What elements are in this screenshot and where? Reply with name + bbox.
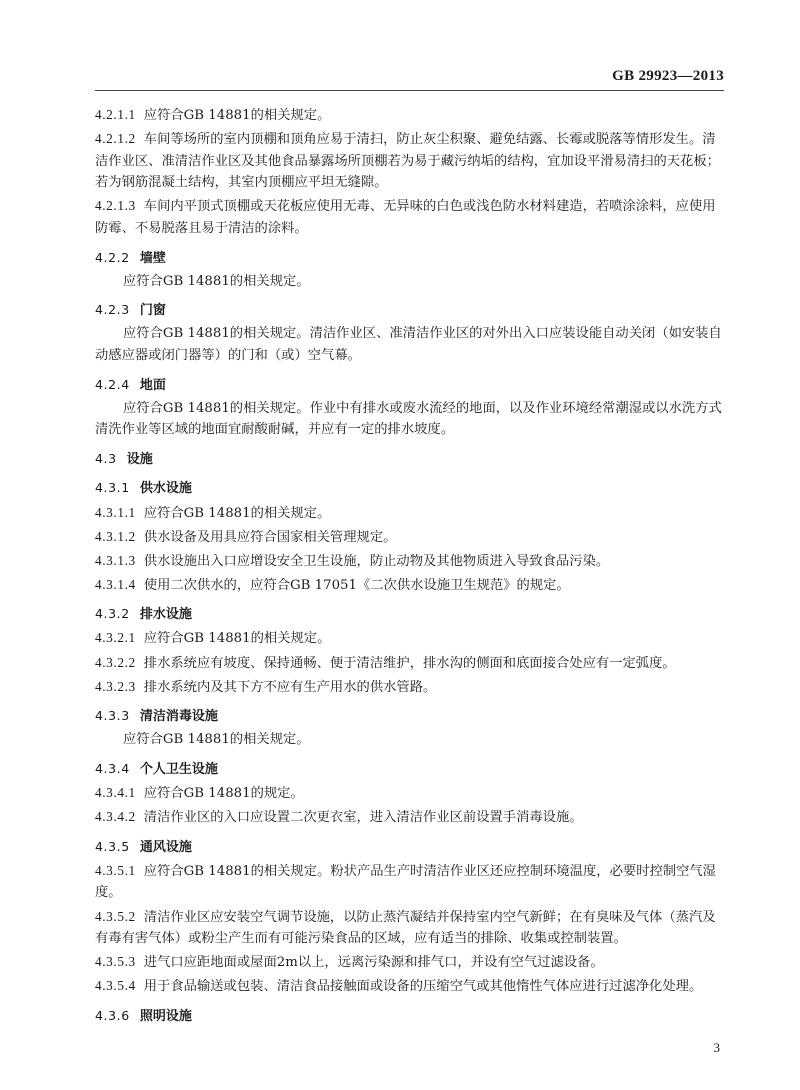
section-heading	[95, 247, 725, 270]
clause-item	[95, 627, 725, 650]
clause-number: 4.2.1.1	[95, 107, 136, 122]
section-title: 设施	[126, 451, 153, 467]
paragraph: 应符合GB 14881的相关规定。	[123, 273, 310, 289]
section-title: 墙壁	[139, 250, 166, 266]
section-heading	[95, 448, 725, 471]
section-number: 4.2.3	[95, 302, 130, 318]
clause-number: 4.3.2.2	[95, 654, 136, 670]
clause-text: 车间等场所的室内顶棚和顶角应易于清扫，防止灰尘积聚、避免结露、长霉或脱落等情形发生。清洁作业区、准清洁作业区及其他食品暴露场所顶棚若为易于藏污纳垢的结构，宜加设平滑易清扫的天花板；若为钢筋混凝土结构，其室内顶棚应平坦无缝隙。	[95, 132, 720, 191]
clause-number: 4.3.1.3	[95, 552, 136, 568]
clause-text: 应符合GB 14881的规定。	[143, 786, 304, 802]
clause-text: 用于食品输送或包装、清洁食品接触面或设备的压缩空气或其他惰性气体应进行过滤净化处理。	[143, 979, 703, 995]
clause-item	[95, 550, 725, 573]
section-heading	[95, 603, 725, 626]
clause-number: 4.3.4.1	[95, 785, 136, 801]
clause-number: 4.3.1.1	[95, 504, 136, 520]
clause-item	[95, 860, 725, 904]
section-heading	[95, 477, 725, 500]
clause-text: 清洁作业区的入口应设置二次更衣室，进入清洁作业区前设置手消毒设施。	[143, 810, 583, 826]
document-body	[95, 104, 725, 1029]
clause-item	[95, 676, 725, 699]
clause-number: 4.2.1.3	[95, 198, 136, 214]
clause-item	[95, 104, 725, 127]
clause-item	[95, 975, 725, 998]
paragraph: 应符合GB 14881的相关规定。清洁作业区、准清洁作业区的对外出入口应装设能自动关闭（如安装自动感应器或闭门器等）的门和（或）空气幕。	[95, 326, 722, 363]
clause-item	[95, 502, 725, 525]
clause-text: 供水设备及用具应符合国家相关管理规定。	[143, 529, 397, 545]
clause-number: 4.3.5.4	[95, 978, 136, 994]
section-heading	[95, 758, 725, 781]
clause-number: 4.3.5.2	[95, 908, 136, 924]
clause-item	[95, 574, 725, 597]
clause-item	[95, 806, 725, 829]
clause-item	[95, 652, 725, 675]
clause-text: 应符合GB 14881的相关规定。粉状产品生产时清洁作业区还应控制环境温度，必要时控制空气湿度。	[95, 863, 716, 901]
clause-number: 4.3.2.3	[95, 678, 136, 694]
clause-item	[95, 951, 725, 974]
clause-number: 4.2.1.2	[95, 131, 136, 147]
clause-number: 4.3.1.2	[95, 528, 136, 544]
section-title: 排水设施	[139, 607, 192, 623]
section-title: 清洁消毒设施	[139, 709, 218, 725]
clause-text: 应符合GB 14881的相关规定。	[143, 505, 331, 521]
section-number: 4.2.4	[95, 376, 130, 392]
section-number: 4.3.1	[95, 480, 130, 496]
clause-text: 进气口应距地面或屋面2m以上，远离污染源和排气口，并设有空气过滤设备。	[143, 955, 604, 971]
section-heading	[95, 374, 725, 397]
clause-number: 4.3.5.3	[95, 954, 136, 970]
clause-number: 4.3.1.4	[95, 576, 136, 592]
clause-text: 车间内平顶式顶棚或天花板应使用无毒、无异味的白色或浅色防水材料建造，若喷涂涂料，应使用防霉、不易脱落且易于清洁的涂料。	[95, 199, 716, 236]
clause-item	[95, 906, 725, 950]
header-rule	[95, 90, 724, 91]
clause-item	[95, 526, 725, 549]
section-heading	[95, 299, 725, 322]
clause-text: 排水系统内及其下方不应有生产用水的供水管路。	[143, 679, 437, 695]
section-title: 门窗	[139, 303, 166, 319]
page-number: 3	[713, 1040, 720, 1055]
clause-text: 供水设施出入口应增设安全卫生设施，防止动物及其他物质进入导致食品污染。	[143, 553, 610, 569]
standard-number: GB 29923—2013	[612, 68, 724, 84]
section-title: 个人卫生设施	[139, 761, 218, 777]
clause-text: 清洁作业区应安装空气调节设施，以防止蒸汽凝结并保持室内空气新鲜；在有臭味及气体（蒸汽及有毒有害气体）或粉尘产生而有可能污染食品的区域，应有适当的排除、收集或控制装置。	[95, 909, 716, 947]
section-number: 4.3.6	[95, 1007, 130, 1023]
section-number: 4.2.2	[95, 249, 130, 265]
section-heading	[95, 1005, 725, 1028]
clause-text: 应符合GB 14881的相关规定。	[143, 108, 331, 123]
clause-number: 4.3.2.1	[95, 630, 136, 646]
section-title: 通风设施	[139, 839, 192, 855]
paragraph: 应符合GB 14881的相关规定。作业中有排水或废水流经的地面，以及作业环境经常潮湿或以水洗方式清洗作业等区域的地面宜耐酸耐碱，并应有一定的排水坡度。	[95, 400, 722, 438]
clause-number: 4.3.5.1	[95, 862, 136, 878]
section-number: 4.3.3	[95, 708, 130, 724]
clause-item	[95, 782, 725, 805]
section-title: 地面	[139, 377, 166, 393]
clause-text: 排水系统应有坡度、保持通畅、便于清洁维护，排水沟的侧面和底面接合处应有一定弧度。	[143, 655, 676, 671]
clause-text: 使用二次供水的，应符合GB 17051《二次供水设施卫生规范》的规定。	[143, 577, 570, 593]
clause-item	[95, 195, 725, 239]
paragraph: 应符合GB 14881的相关规定。	[123, 732, 310, 748]
section-number: 4.3.4	[95, 760, 130, 776]
section-heading	[95, 705, 725, 728]
section-number: 4.3.2	[95, 606, 130, 622]
section-title: 供水设施	[139, 481, 192, 497]
section-heading	[95, 836, 725, 859]
section-number: 4.3.5	[95, 838, 130, 854]
clause-text: 应符合GB 14881的相关规定。	[143, 631, 331, 647]
clause-item	[95, 128, 725, 194]
section-number: 4.3	[95, 450, 117, 466]
section-title: 照明设施	[139, 1008, 192, 1024]
clause-number: 4.3.4.2	[95, 809, 136, 825]
